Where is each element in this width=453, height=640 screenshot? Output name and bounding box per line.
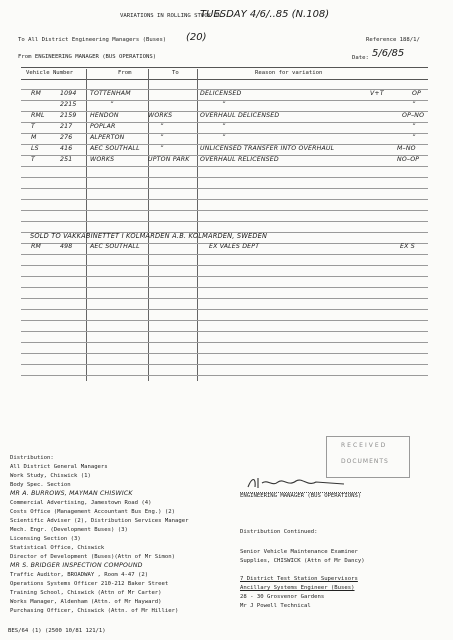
column-divider xyxy=(86,69,87,381)
row-6-to: ” xyxy=(160,145,164,152)
sold-row-type: RM xyxy=(31,243,42,250)
row-3-to: WORKS xyxy=(148,112,173,119)
row-6-number: 416 xyxy=(60,145,73,152)
distribution-heading: Distribution: xyxy=(10,455,54,461)
sold-row-reason: EX VALES DEPT xyxy=(209,243,260,250)
column-divider xyxy=(197,69,198,381)
row-6-code2: M–NO xyxy=(397,145,416,152)
row-1-number: 1094 xyxy=(60,90,77,97)
stamp-line-1: RECEIVED xyxy=(341,442,388,449)
row-7-from: WORKS xyxy=(90,156,115,163)
row-6-reason: UNLICENSED TRANSFER INTO OVERHAUL xyxy=(200,145,335,152)
reference: Reference 188/1/ xyxy=(366,37,420,43)
row-5-number: 276 xyxy=(60,134,73,141)
row-3-number: 2159 xyxy=(60,112,77,119)
row-4-number: 217 xyxy=(60,123,73,130)
row-5-to: ” xyxy=(160,134,164,141)
ruled-line xyxy=(21,254,428,255)
ruled-line xyxy=(21,331,428,332)
ruled-line xyxy=(21,287,428,288)
distribution-continued-item: Senior Vehicle Maintenance Examiner xyxy=(240,549,358,555)
ruled-line xyxy=(21,342,428,343)
ruled-line xyxy=(21,188,428,189)
to-line: To All District Engineering Managers (Buses) xyxy=(18,37,167,43)
row-7-type: T xyxy=(31,156,35,163)
column-header-to: To xyxy=(172,70,179,76)
distribution-item: Body Spec. Section xyxy=(10,482,71,488)
ruled-line xyxy=(21,199,428,200)
row-4-type: T xyxy=(31,123,35,130)
row-2-reason: ” xyxy=(222,101,226,108)
date-value: 5/6/85 xyxy=(372,48,405,59)
distribution-item: Costs Office (Management Accountant Bus Eng.) (2) xyxy=(10,509,176,515)
sold-row-code: EX S xyxy=(400,243,415,250)
row-1-reason: DELICENSED xyxy=(200,90,242,97)
distribution-item: Traffic Auditor, BROADWAY , Room 4-47 (2) xyxy=(10,572,149,578)
row-4-reason: ” xyxy=(222,123,226,130)
distribution-item: Work Study, Chiswick (1) xyxy=(10,473,91,479)
received-stamp xyxy=(326,436,410,478)
date-label: Date: xyxy=(352,55,369,61)
column-header-reason: Reason for variation xyxy=(255,70,323,76)
row-2-code2: ” xyxy=(412,101,416,108)
row-5-type: M xyxy=(31,134,37,141)
distribution-item: Operations Systems Officer 210-212 Baker Street xyxy=(10,581,169,587)
stamp-line-2: DOCUMENTS xyxy=(341,458,389,465)
ruled-line xyxy=(21,353,428,354)
distribution-continued-heading: Distribution Continued: xyxy=(240,529,318,535)
distribution-item: Licensing Section (3) xyxy=(10,536,81,542)
row-1-code1: V+T xyxy=(370,90,384,97)
row-2-number: 2215 xyxy=(60,101,77,108)
row-4-code2: ” xyxy=(412,123,416,130)
distribution-item: MR S. BRIDGER INSPECTION COMPOUND xyxy=(10,562,143,569)
distribution-continued-item: 7 District Test Station Supervisors xyxy=(240,576,358,582)
form-footer: BES/64 (1) (2500 10/81 121/1) xyxy=(8,628,106,634)
row-3-type: RML xyxy=(31,112,45,119)
signature-scribble xyxy=(246,475,346,491)
ruled-line xyxy=(21,298,428,299)
distribution-item: MR A. BURROWS, MAYMAN CHISWICK xyxy=(10,490,133,497)
sold-row-number: 498 xyxy=(60,243,73,250)
to-count: (20) xyxy=(186,32,207,43)
ruled-line xyxy=(21,375,428,376)
distribution-item: Purchasing Officer, Chiswick (Attn. of Mr Hillier) xyxy=(10,608,179,614)
form-title: VARIATIONS IN ROLLING STOCK ON xyxy=(120,13,222,19)
ruled-line xyxy=(21,320,428,321)
row-5-reason: ” xyxy=(222,134,226,141)
row-2-from: ” xyxy=(110,101,114,108)
ruled-line xyxy=(21,221,428,222)
ruled-line xyxy=(21,309,428,310)
row-3-from: HENDON xyxy=(90,112,119,119)
distribution-continued-item: Supplies, CHISWICK (Attn of Mr Dancy) xyxy=(240,558,365,564)
distribution-item: Works Manager, Aldenham (Attn. of Mr Hayward) xyxy=(10,599,162,605)
sold-row-from: AEC SOUTHALL xyxy=(90,243,140,250)
row-5-code2: ” xyxy=(412,134,416,141)
distribution-continued-item: Mr J Powell Technical xyxy=(240,603,311,609)
sold-note: SOLD TO VAKKABINETTET I KOLMARDEN A.B. KOLMARDEN, SWEDEN xyxy=(30,232,268,240)
distribution-continued-item: 28 - 30 Grosvenor Gardens xyxy=(240,594,325,600)
row-1-type: RM xyxy=(31,90,42,97)
row-4-to: ” xyxy=(160,123,164,130)
signature-title: ENGINEERING MANAGER (BUS OPERATIONS) xyxy=(240,493,362,499)
distribution-item: Commercial Advertising, Jamestown Road (4) xyxy=(10,500,152,506)
row-7-code2: NO–OP xyxy=(397,156,420,163)
header-divider xyxy=(21,79,428,80)
row-1-from: TOTTENHAM xyxy=(90,90,131,97)
row-7-to: UPTON PARK xyxy=(148,156,190,163)
table-top-border xyxy=(21,67,428,68)
row-5-from: ALPERTON xyxy=(90,134,125,141)
row-6-from: AEC SOUTHALL xyxy=(90,145,140,152)
row-7-reason: OVERHAUL RELICENSED xyxy=(200,156,279,163)
ruled-line xyxy=(21,265,428,266)
ruled-line xyxy=(21,210,428,211)
row-6-type: LS xyxy=(31,145,39,152)
from-line: From ENGINEERING MANAGER (BUS OPERATIONS) xyxy=(18,54,157,60)
ruled-line xyxy=(21,166,428,167)
ruled-line xyxy=(21,276,428,277)
row-7-number: 251 xyxy=(60,156,73,163)
distribution-item: Mech. Engr. (Development Buses) (3) xyxy=(10,527,128,533)
distribution-item: Training School, Chiswick (Attn of Mr Carter) xyxy=(10,590,162,596)
row-3-reason: OVERHAUL DELICENSED xyxy=(200,112,280,119)
distribution-item: All District General Managers xyxy=(10,464,108,470)
ruled-line xyxy=(21,177,428,178)
column-header-from: From xyxy=(118,70,132,76)
column-header-vehicle: Vehicle Number xyxy=(26,70,74,76)
form-date-handwritten: TUESDAY 4/6/..85 (N.108) xyxy=(200,9,330,20)
ruled-line xyxy=(21,364,428,365)
distribution-item: Director of Development (Buses)(Attn of Mr Simon) xyxy=(10,554,176,560)
row-4-from: POPLAR xyxy=(90,123,116,130)
distribution-item: Statistical Office, Chiswick xyxy=(10,545,105,551)
distribution-continued-item: Ancillary Systems Engineer (Buses) xyxy=(240,585,355,591)
row-1-code2: OP xyxy=(412,90,422,97)
row-3-code2: OP–NO xyxy=(402,112,425,119)
distribution-item: Scientific Adviser (2), Distribution Services Manager xyxy=(10,518,189,524)
